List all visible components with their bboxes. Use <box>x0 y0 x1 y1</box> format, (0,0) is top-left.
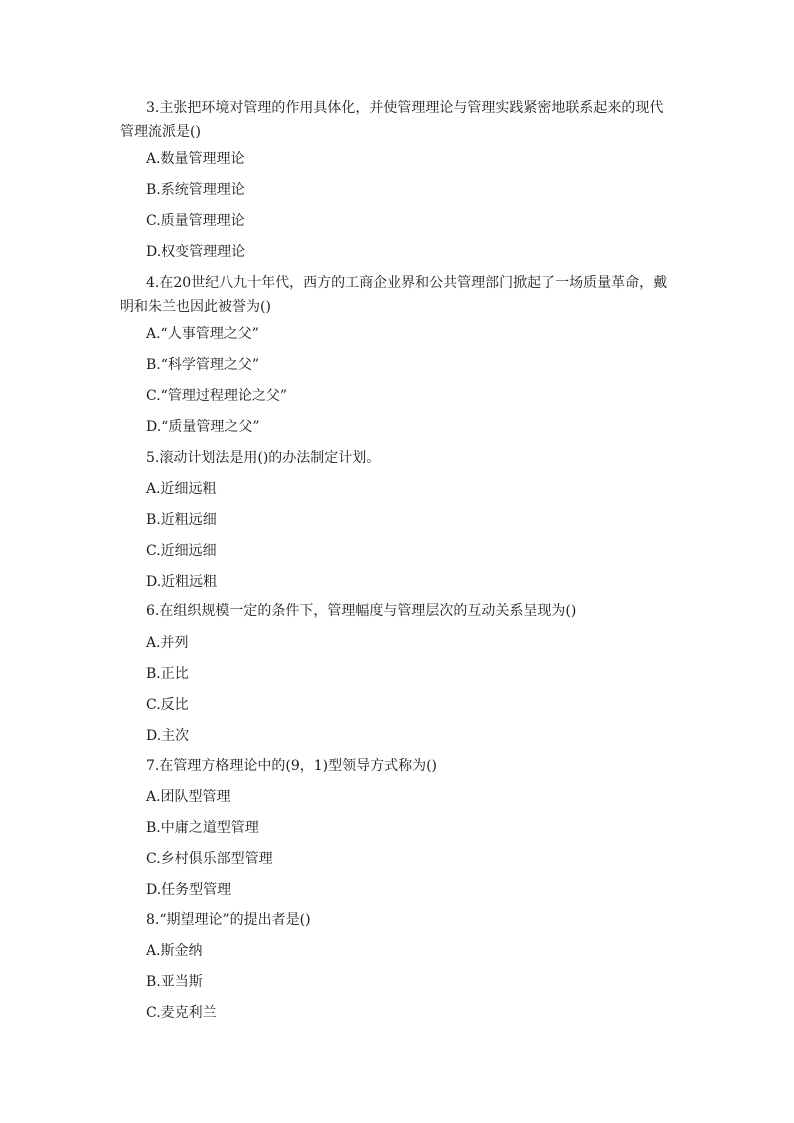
question-8-option-b: B.亚当斯 <box>146 974 203 990</box>
question-5-text: 5.滚动计划法是用()的办法制定计划。 <box>146 450 381 466</box>
question-5-option-d: D.近粗远粗 <box>146 574 218 590</box>
question-5-option-c: C.近细远细 <box>146 543 217 559</box>
question-8-option-c: C.麦克利兰 <box>146 1005 217 1021</box>
question-4-option-b: B.“科学管理之父” <box>146 357 260 373</box>
question-8-option-a: A.斯金纳 <box>146 943 203 959</box>
question-3-option-c: C.质量管理理论 <box>146 213 245 229</box>
question-8-text: 8.“期望理论”的提出者是() <box>146 912 311 928</box>
question-7-option-b: B.中庸之道型管理 <box>146 820 259 836</box>
question-6-option-a: A.并列 <box>146 635 189 651</box>
question-5-option-a: A.近细远粗 <box>146 481 217 497</box>
question-4-option-c: C.“管理过程理论之父” <box>146 388 287 404</box>
question-6-option-b: B.正比 <box>146 666 189 682</box>
question-6-text: 6.在组织规模一定的条件下，管理幅度与管理层次的互动关系呈现为() <box>146 603 577 619</box>
question-3-option-d: D.权变管理理论 <box>146 244 246 260</box>
question-6-option-c: C.反比 <box>146 697 189 713</box>
question-7-option-a: A.团队型管理 <box>146 789 231 805</box>
question-3-text-line2: 管理流派是() <box>120 124 201 140</box>
question-5-option-b: B.近粗远细 <box>146 512 217 528</box>
question-7-text: 7.在管理方格理论中的(9，1)型领导方式称为() <box>146 758 438 774</box>
question-3-text-line1: 3.主张把环境对管理的作用具体化，并使管理理论与管理实践紧密地联系起来的现代 <box>146 100 664 116</box>
question-6-option-d: D.主次 <box>146 728 190 744</box>
question-3-option-a: A.数量管理理论 <box>146 151 245 167</box>
question-4-text-line2: 明和朱兰也因此被誉为() <box>120 299 271 315</box>
question-3 <box>120 96 680 144</box>
question-4-text-line1: 4.在20世纪八九十年代，西方的工商企业界和公共管理部门掀起了一场质量革命，戴 <box>146 275 668 291</box>
question-3-option-b: B.系统管理理论 <box>146 182 245 198</box>
question-4 <box>120 271 680 319</box>
question-7-option-c: C.乡村俱乐部型管理 <box>146 851 273 867</box>
question-4-option-d: D.“质量管理之父” <box>146 419 260 435</box>
question-4-option-a: A.“人事管理之父” <box>146 326 259 342</box>
question-7-option-d: D.任务型管理 <box>146 882 232 898</box>
